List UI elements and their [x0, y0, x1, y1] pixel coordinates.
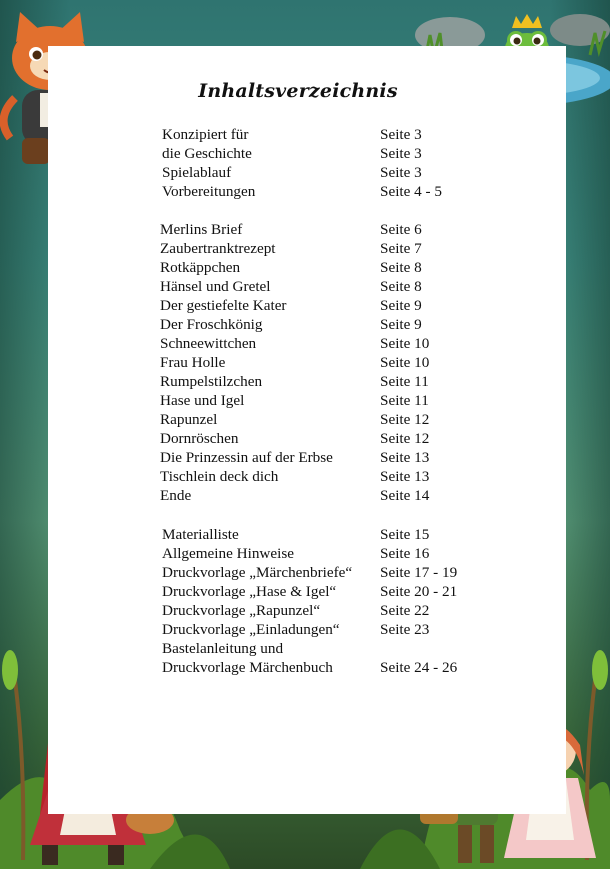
toc-entry-label: Rumpelstilzchen: [160, 373, 263, 390]
toc-entry-label: die Geschichte: [162, 145, 252, 162]
toc-entry-label: Druckvorlage Märchenbuch: [162, 659, 333, 676]
toc-entry-page: Seite 4 - 5: [380, 183, 443, 200]
toc-entry-page: Seite 9: [380, 297, 422, 314]
toc-entry-page: Seite 23: [380, 621, 430, 638]
toc-entry-label: Bastelanleitung und: [162, 640, 284, 657]
toc-entry-page: Seite 12: [380, 411, 430, 428]
toc-entry-page: Seite 13: [380, 468, 430, 485]
toc-entry-label: Druckvorlage „Rapunzel“: [162, 602, 321, 619]
toc-entry-label: Hase und Igel: [160, 392, 245, 409]
toc-entry-page: Seite 3: [380, 164, 422, 181]
toc-entry-label: Der Froschkönig: [160, 316, 263, 333]
toc-entry-label: Merlins Brief: [160, 221, 243, 238]
toc-entry-page: Seite 11: [380, 373, 429, 390]
page-title: Inhaltsverzeichnis: [198, 80, 398, 102]
toc-entry-page: Seite 16: [380, 545, 430, 562]
toc-entry-page: Seite 15: [380, 526, 430, 543]
toc-entry-label: Rotkäppchen: [160, 259, 241, 276]
toc-entry-label: Frau Holle: [160, 354, 226, 371]
toc-entry-label: Druckvorlage „Einladungen“: [162, 621, 340, 638]
toc-entry-page: Seite 14: [380, 487, 430, 504]
toc-entry-page: Seite 8: [380, 259, 422, 276]
toc-entry-label: Schneewittchen: [160, 335, 257, 352]
toc-entry-page: Seite 9: [380, 316, 422, 333]
toc-entry-page: Seite 12: [380, 430, 430, 447]
toc-entry-label: Der gestiefelte Kater: [160, 297, 287, 314]
toc-entry-label: Konzipiert für: [162, 126, 249, 143]
toc-entry-page: Seite 6: [380, 221, 422, 238]
toc-entry-page: Seite 17 - 19: [380, 564, 458, 581]
toc-entry-label: Materialliste: [162, 526, 239, 543]
toc-entry-page: Seite 24 - 26: [380, 659, 458, 676]
toc-entry-label: Spielablauf: [162, 164, 232, 181]
toc-entry-page: Seite 20 - 21: [380, 583, 458, 600]
toc-entry-label: Druckvorlage „Hase & Igel“: [162, 583, 337, 600]
toc-entry-page: Seite 10: [380, 335, 430, 352]
toc-entry-page: Seite 3: [380, 126, 422, 143]
toc-entry-label: Vorbereitungen: [162, 183, 256, 200]
toc-entry-label: Druckvorlage „Märchenbriefe“: [162, 564, 353, 581]
toc-entry-page: Seite 22: [380, 602, 430, 619]
toc-entry-page: Seite 10: [380, 354, 430, 371]
toc-entry-page: Seite 7: [380, 240, 422, 257]
toc-entry-label: Tischlein deck dich: [160, 468, 279, 485]
toc-entry-page: Seite 8: [380, 278, 422, 295]
toc-entry-label: Rapunzel: [160, 411, 218, 428]
toc-entry-label: Allgemeine Hinweise: [162, 545, 295, 562]
content-page: [48, 46, 566, 814]
toc-entry-page: Seite 3: [380, 145, 422, 162]
toc-entry-label: Die Prinzessin auf der Erbse: [160, 449, 333, 466]
toc-entry-label: Hänsel und Gretel: [160, 278, 271, 295]
toc-entry-label: Zaubertranktrezept: [160, 240, 276, 257]
toc-entry-label: Ende: [160, 487, 192, 504]
toc-entry-page: Seite 13: [380, 449, 430, 466]
toc-entry-page: Seite 11: [380, 392, 429, 409]
toc-entry-label: Dornröschen: [160, 430, 239, 447]
